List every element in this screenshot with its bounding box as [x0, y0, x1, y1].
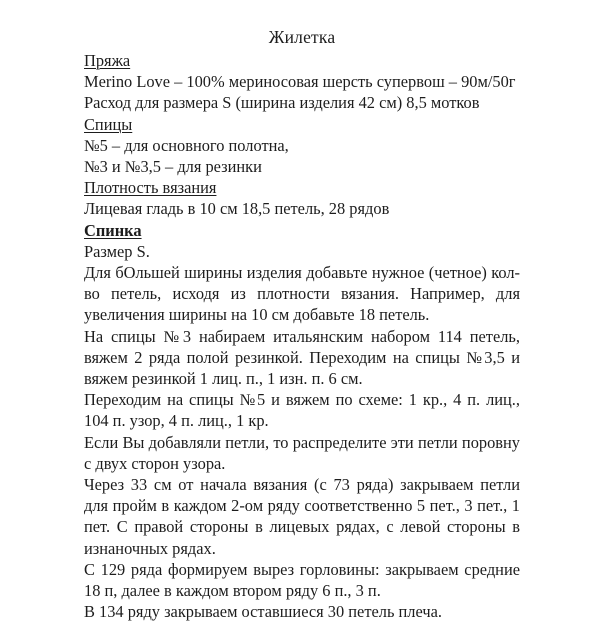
paragraph: Расход для размера S (ширина изделия 42 см) 8,5 мотков	[84, 93, 480, 113]
paragraph: Для бОльшей ширины изделия добавьте нужное (четное) кол-во петель, исходя из плотности вязания. Например, для увеличения ширины на 10 см добавьте 18 петель.	[84, 263, 520, 325]
paragraph: Если Вы добавляли петли, то распределите эти петли поровну с двух сторон узора.	[84, 432, 520, 473]
page-title: Жилетка	[268, 27, 336, 47]
paragraph: Через 33 см от начала вязания (с 73 ряда) закрываем петли для пройм в каждом 2-ом ряду соответственно 5 пет., 3 пет., 1 пет. С правой стороны в лицевых рядах, с левой стороны в изнаночных рядах.	[84, 475, 520, 558]
section-heading	[84, 50, 520, 71]
section-heading-label: Пряжа	[84, 51, 131, 70]
section-heading-label: Спицы	[84, 114, 133, 134]
paragraph: Переходим на спицы №5 и вяжем по схеме: 1 кр., 4 п. лиц., 104 п. узор, 4 п. лиц., 1 кр.	[84, 390, 520, 431]
section-heading	[84, 177, 520, 198]
document-body	[84, 26, 520, 622]
paragraph: Лицевая гладь в 10 см 18,5 петель, 28 рядов	[84, 199, 390, 219]
section-heading	[84, 114, 520, 135]
paragraph: №5 – для основного полотна,	[84, 135, 289, 155]
paragraph: Merino Love – 100% мериносовая шерсть супервош – 90м/50г	[84, 72, 516, 92]
paragraph: На спицы №3 набираем итальянским набором 114 петель, вяжем 2 ряда полой резинкой. Переходим на спицы №3,5 и вяжем резинкой 1 лиц. п., 1 изн. п. 6 см.	[84, 326, 520, 389]
paragraph: В 134 ряду закрываем оставшиеся 30 петель плеча.	[84, 602, 442, 622]
section-heading	[84, 220, 520, 241]
section-heading-label: Плотность вязания	[84, 178, 217, 198]
document-content	[84, 50, 520, 622]
paragraph: №3 и №3,5 – для резинки	[84, 157, 262, 177]
paragraph: Размер S.	[84, 241, 150, 261]
section-heading-label: Спинка	[84, 220, 142, 240]
paragraph: С 129 ряда формируем вырез горловины: закрываем средние 18 п, далее в каждом втором ряду 6 п., 3 п.	[84, 559, 520, 601]
